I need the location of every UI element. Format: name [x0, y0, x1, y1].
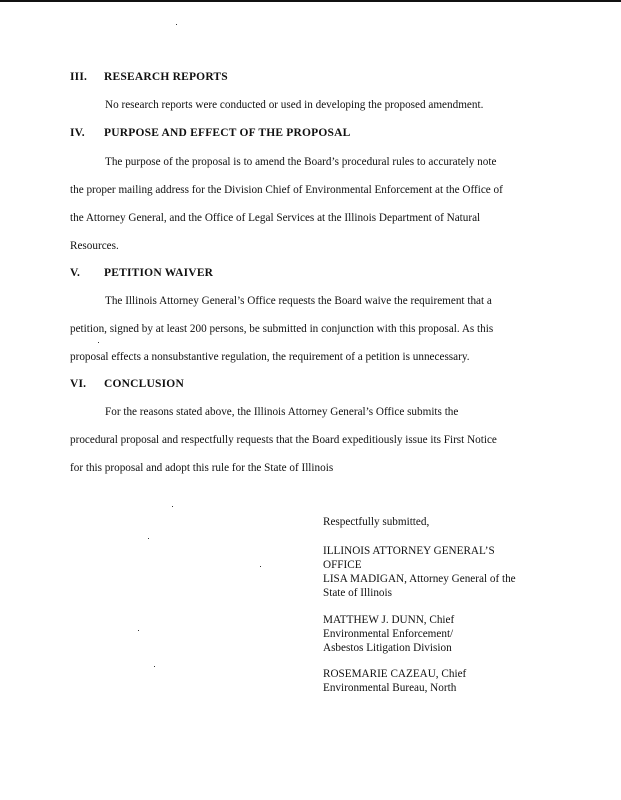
paragraph-line: No research reports were conducted or used in developing the proposed amendment.: [105, 99, 484, 111]
paragraph-line: proposal effects a nonsubstantive regulation, the requirement of a petition is unnecessary.: [70, 351, 470, 363]
top-border-rule: [0, 0, 621, 2]
section-title: RESEARCH REPORTS: [104, 71, 228, 83]
section-title: CONCLUSION: [104, 378, 184, 390]
paragraph-line: for this proposal and adopt this rule for the State of Illinois: [70, 462, 334, 474]
section-title: PURPOSE AND EFFECT OF THE PROPOSAL: [104, 127, 351, 139]
signature-line: Asbestos Litigation Division: [323, 642, 452, 654]
scan-speck: [172, 506, 173, 507]
scan-speck: [138, 630, 139, 631]
section-number: V.: [70, 267, 81, 279]
signature-line: State of Illinois: [323, 587, 392, 599]
scan-speck: [154, 666, 155, 667]
paragraph-line: petition, signed by at least 200 persons, be submitted in conjunction with this proposal. As this: [70, 323, 494, 335]
section-number: III.: [70, 71, 88, 83]
scan-speck: [176, 24, 177, 25]
section-title: PETITION WAIVER: [104, 267, 214, 279]
closing-text: Respectfully submitted,: [323, 516, 430, 528]
paragraph-line: the proper mailing address for the Division Chief of Environmental Enforcement at the Office of: [70, 184, 503, 196]
signature-block-attorney-general: [323, 544, 553, 600]
signature-line: ILLINOIS ATTORNEY GENERAL’S: [323, 545, 495, 557]
section-number: VI.: [70, 378, 87, 390]
signature-line: MATTHEW J. DUNN, Chief: [323, 614, 455, 626]
section-number: IV.: [70, 127, 85, 139]
signature-line: LISA MADIGAN, Attorney General of the: [323, 573, 516, 585]
signature-closing: [323, 515, 553, 529]
paragraph-line: procedural proposal and respectfully requests that the Board expeditiously issue its First Notice: [70, 434, 497, 446]
signature-block-environmental-bureau: [323, 667, 553, 695]
signature-line: ROSEMARIE CAZEAU, Chief: [323, 668, 467, 680]
signature-block-enforcement-chief: [323, 613, 553, 655]
scan-speck: [148, 538, 149, 539]
paragraph-line: The Illinois Attorney General’s Office requests the Board waive the requirement that a: [105, 295, 492, 307]
signature-line: OFFICE: [323, 559, 362, 571]
signature-line: Environmental Bureau, North: [323, 682, 457, 694]
section-heading-conclusion: [70, 378, 184, 390]
section-heading-petition-waiver: [70, 267, 213, 279]
section-heading-research-reports: [70, 71, 228, 83]
section-heading-purpose-effect: [70, 127, 351, 139]
scan-speck: [98, 342, 99, 343]
paragraph-line: Resources.: [70, 240, 119, 252]
paragraph-line: For the reasons stated above, the Illinois Attorney General’s Office submits the: [105, 406, 459, 418]
paragraph-line: The purpose of the proposal is to amend the Board’s procedural rules to accurately note: [105, 156, 497, 168]
scan-speck: [260, 566, 261, 567]
signature-line: Environmental Enforcement/: [323, 628, 454, 640]
paragraph-line: the Attorney General, and the Office of Legal Services at the Illinois Department of Natural: [70, 212, 481, 224]
